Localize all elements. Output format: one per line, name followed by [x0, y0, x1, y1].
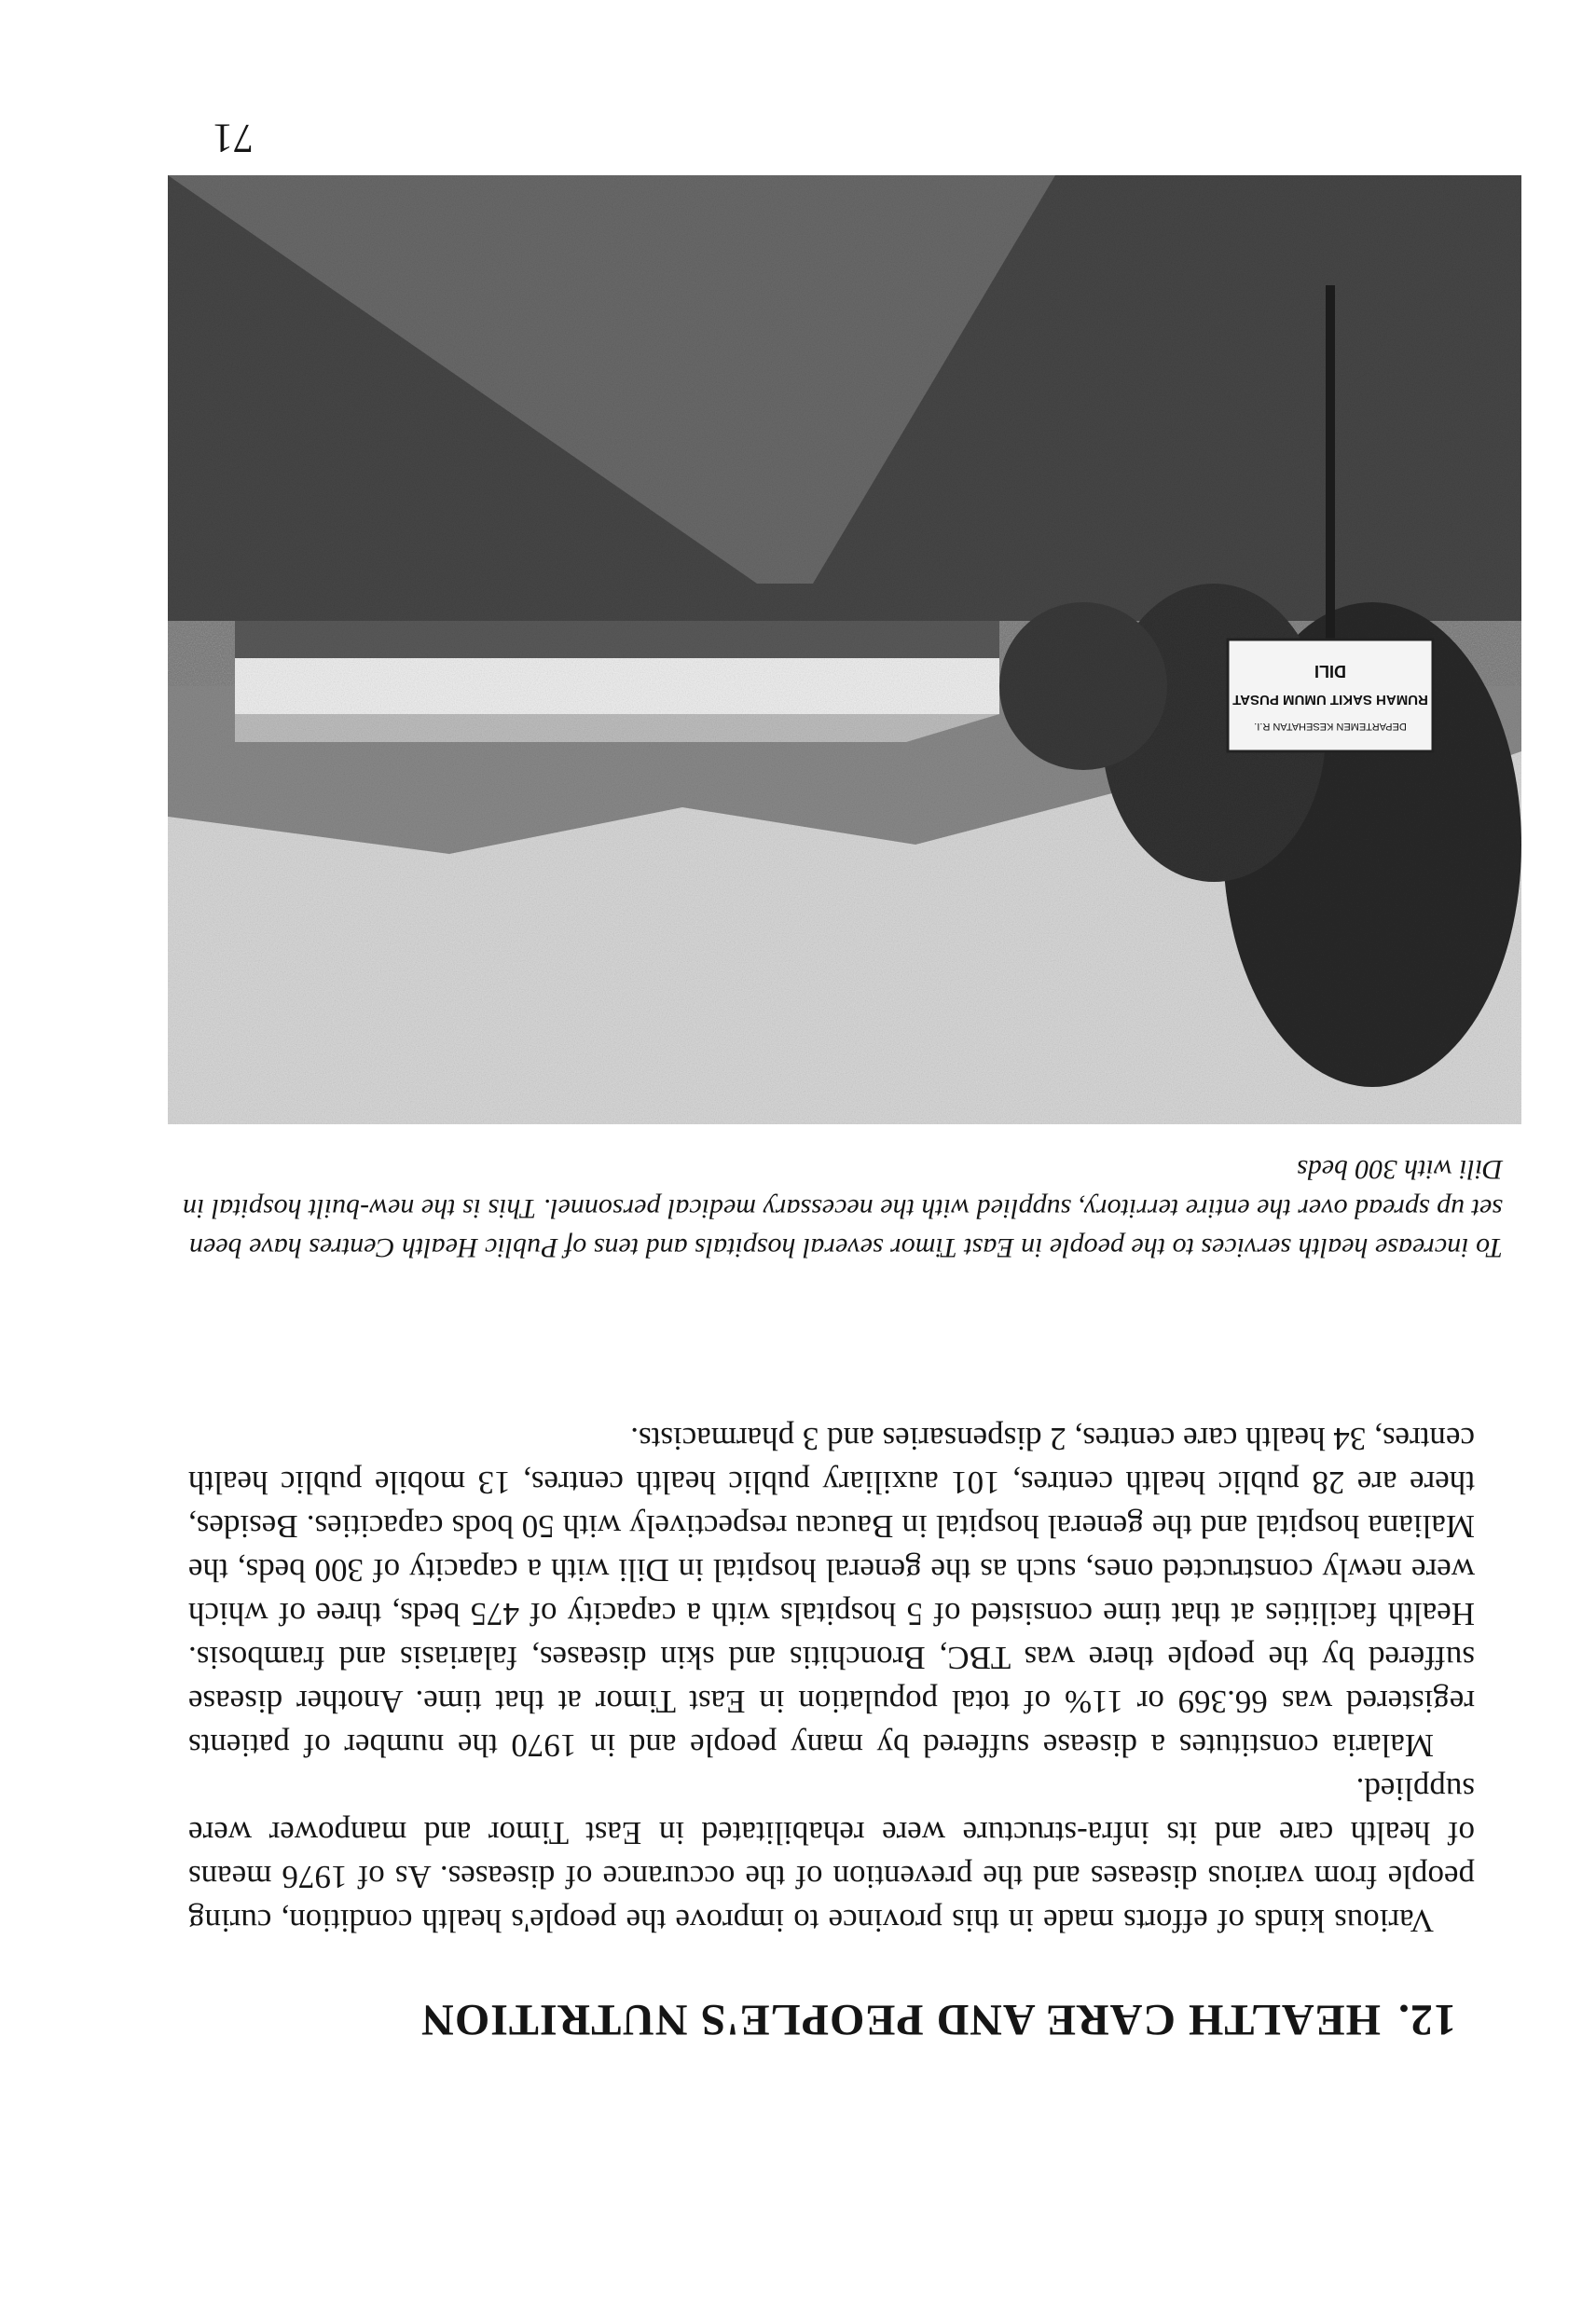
body-text: [188, 1417, 1475, 1943]
section-heading: [151, 1994, 1456, 2045]
hospital-photo-image: [168, 175, 1521, 1124]
sign-line: DILI: [1314, 662, 1346, 681]
hospital-sign: [1228, 640, 1433, 751]
hospital-photo: [168, 175, 1521, 1124]
paragraph: Malaria constitutes a disease suffered by many people and in 1970 the number of patients registered was 66.369 or 11% of total population in East Timor at that time. Another disease suffered by the people there was TBC, Bronchitis and skin diseases, falariasis and frambosis. Health facilities at that time consisted of 5 hospitals with a capacity of 475 beds, three of which were newly constructed ones, such as the general hospital in Dili with a capacity of 300 beds, the Maliana hospital and the general hospital in Baucau respectively with 50 bods capacities. Besides, there are 28 public health centres, 101 auxiliary public health centres, 13 mobile public health centres, 34 health care centres, 2 dispensaries and 3 pharmacists.: [188, 1421, 1475, 1764]
sign-line: DEPARTEMEN KESEHATAN R.I.: [1254, 721, 1407, 732]
section-number: 12.: [1397, 1995, 1456, 2044]
photo-caption: To increase health services to the people in East Timor several hospitals and tens of Public Health Centres have been set up spread over the entire territory, supplied with the necessary medical personnel. This is the new-built hospital in Dili with 300 beds: [183, 1154, 1503, 1263]
sign-line: RUMAH SAKIT UMUM PUSAT: [1232, 692, 1428, 708]
paragraph: Various kinds of efforts made in this province to improve the people's health condition, curing people from various diseases and the prevention of the occurance of diseases. As of 1976 means of health care and its infra-structure were rehabilitated in East Timor and manpower were supplied.: [188, 1771, 1475, 1939]
page-number: 71: [213, 116, 254, 161]
section-title: HEALTH CARE AND PEOPLE'S NUTRITION: [420, 1995, 1381, 2044]
